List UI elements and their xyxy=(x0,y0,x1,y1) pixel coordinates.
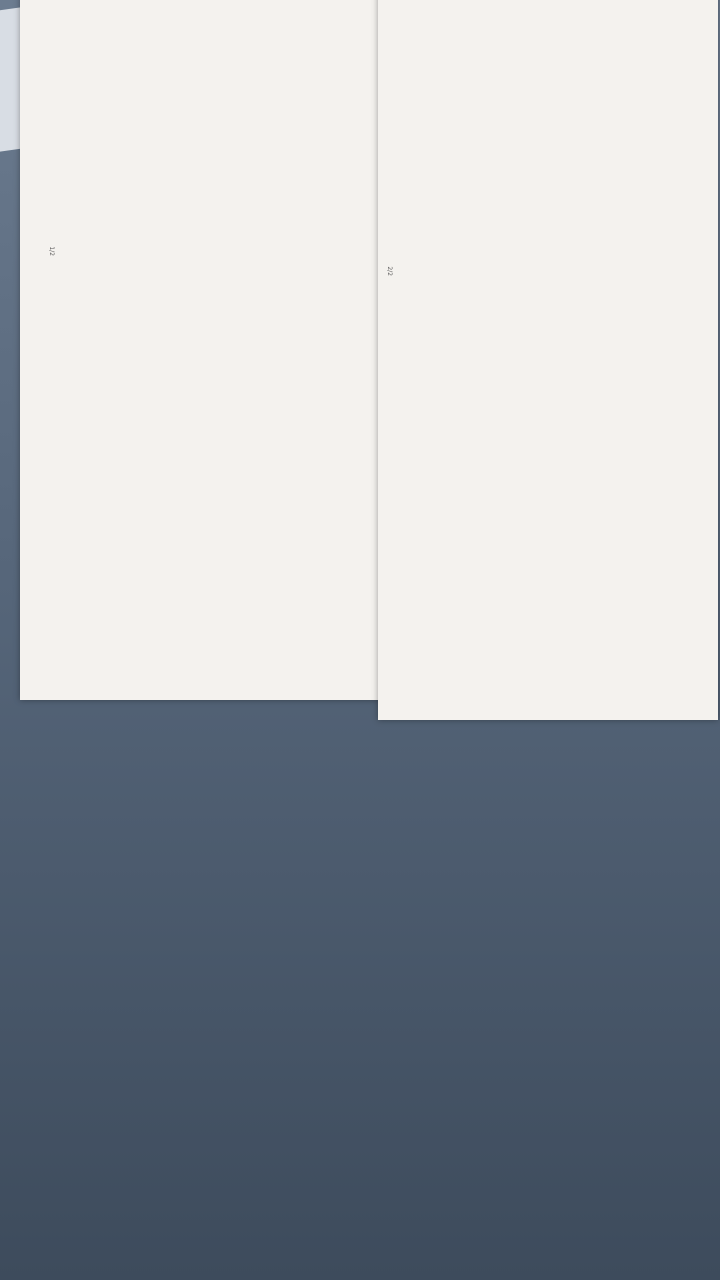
clause-4-2 xyxy=(634,0,644,276)
page-number: 1/2 xyxy=(48,246,55,256)
clause-1-2 xyxy=(108,0,118,256)
party-label xyxy=(88,0,98,256)
clause-line xyxy=(172,0,182,256)
dealer-date-label xyxy=(460,0,470,170)
customer-info-label xyxy=(320,0,330,256)
clause-3-title xyxy=(680,0,690,276)
clause-4-3 xyxy=(624,0,634,276)
page-2-content xyxy=(378,0,718,300)
contract-page-2 xyxy=(378,0,718,720)
dealer-label xyxy=(508,0,518,170)
clause-1-4 xyxy=(78,0,88,256)
clause-4-1 xyxy=(644,0,654,276)
clause-line xyxy=(192,0,202,256)
page-number: 2/2 xyxy=(386,266,393,276)
clause-3-1 xyxy=(670,0,680,276)
clause-line xyxy=(202,0,212,256)
page-2-header xyxy=(698,0,708,276)
page-2-footer xyxy=(384,0,394,276)
closing-statement xyxy=(578,0,588,276)
clause-line xyxy=(212,0,222,256)
dealer-sign-block xyxy=(460,0,518,170)
dealer-sign-caption xyxy=(484,0,494,170)
clause-2-1 xyxy=(58,0,68,256)
clause-1-3 xyxy=(98,0,108,256)
contract-page-1 xyxy=(20,0,380,700)
clause-2-title xyxy=(68,0,78,256)
page-1-footer xyxy=(46,0,56,256)
clause-line xyxy=(182,0,192,256)
clause-4-title xyxy=(654,0,664,276)
vehicle-info-label xyxy=(266,0,276,256)
clause-line xyxy=(162,0,172,256)
clause-4-4 xyxy=(614,0,624,276)
clause-4-6 xyxy=(594,0,604,276)
document-title xyxy=(344,0,354,256)
intro-text xyxy=(330,0,340,256)
page-1-content xyxy=(40,0,380,280)
clause-4-5 xyxy=(604,0,614,276)
closing-note xyxy=(568,0,578,276)
page-1-header xyxy=(360,0,370,256)
